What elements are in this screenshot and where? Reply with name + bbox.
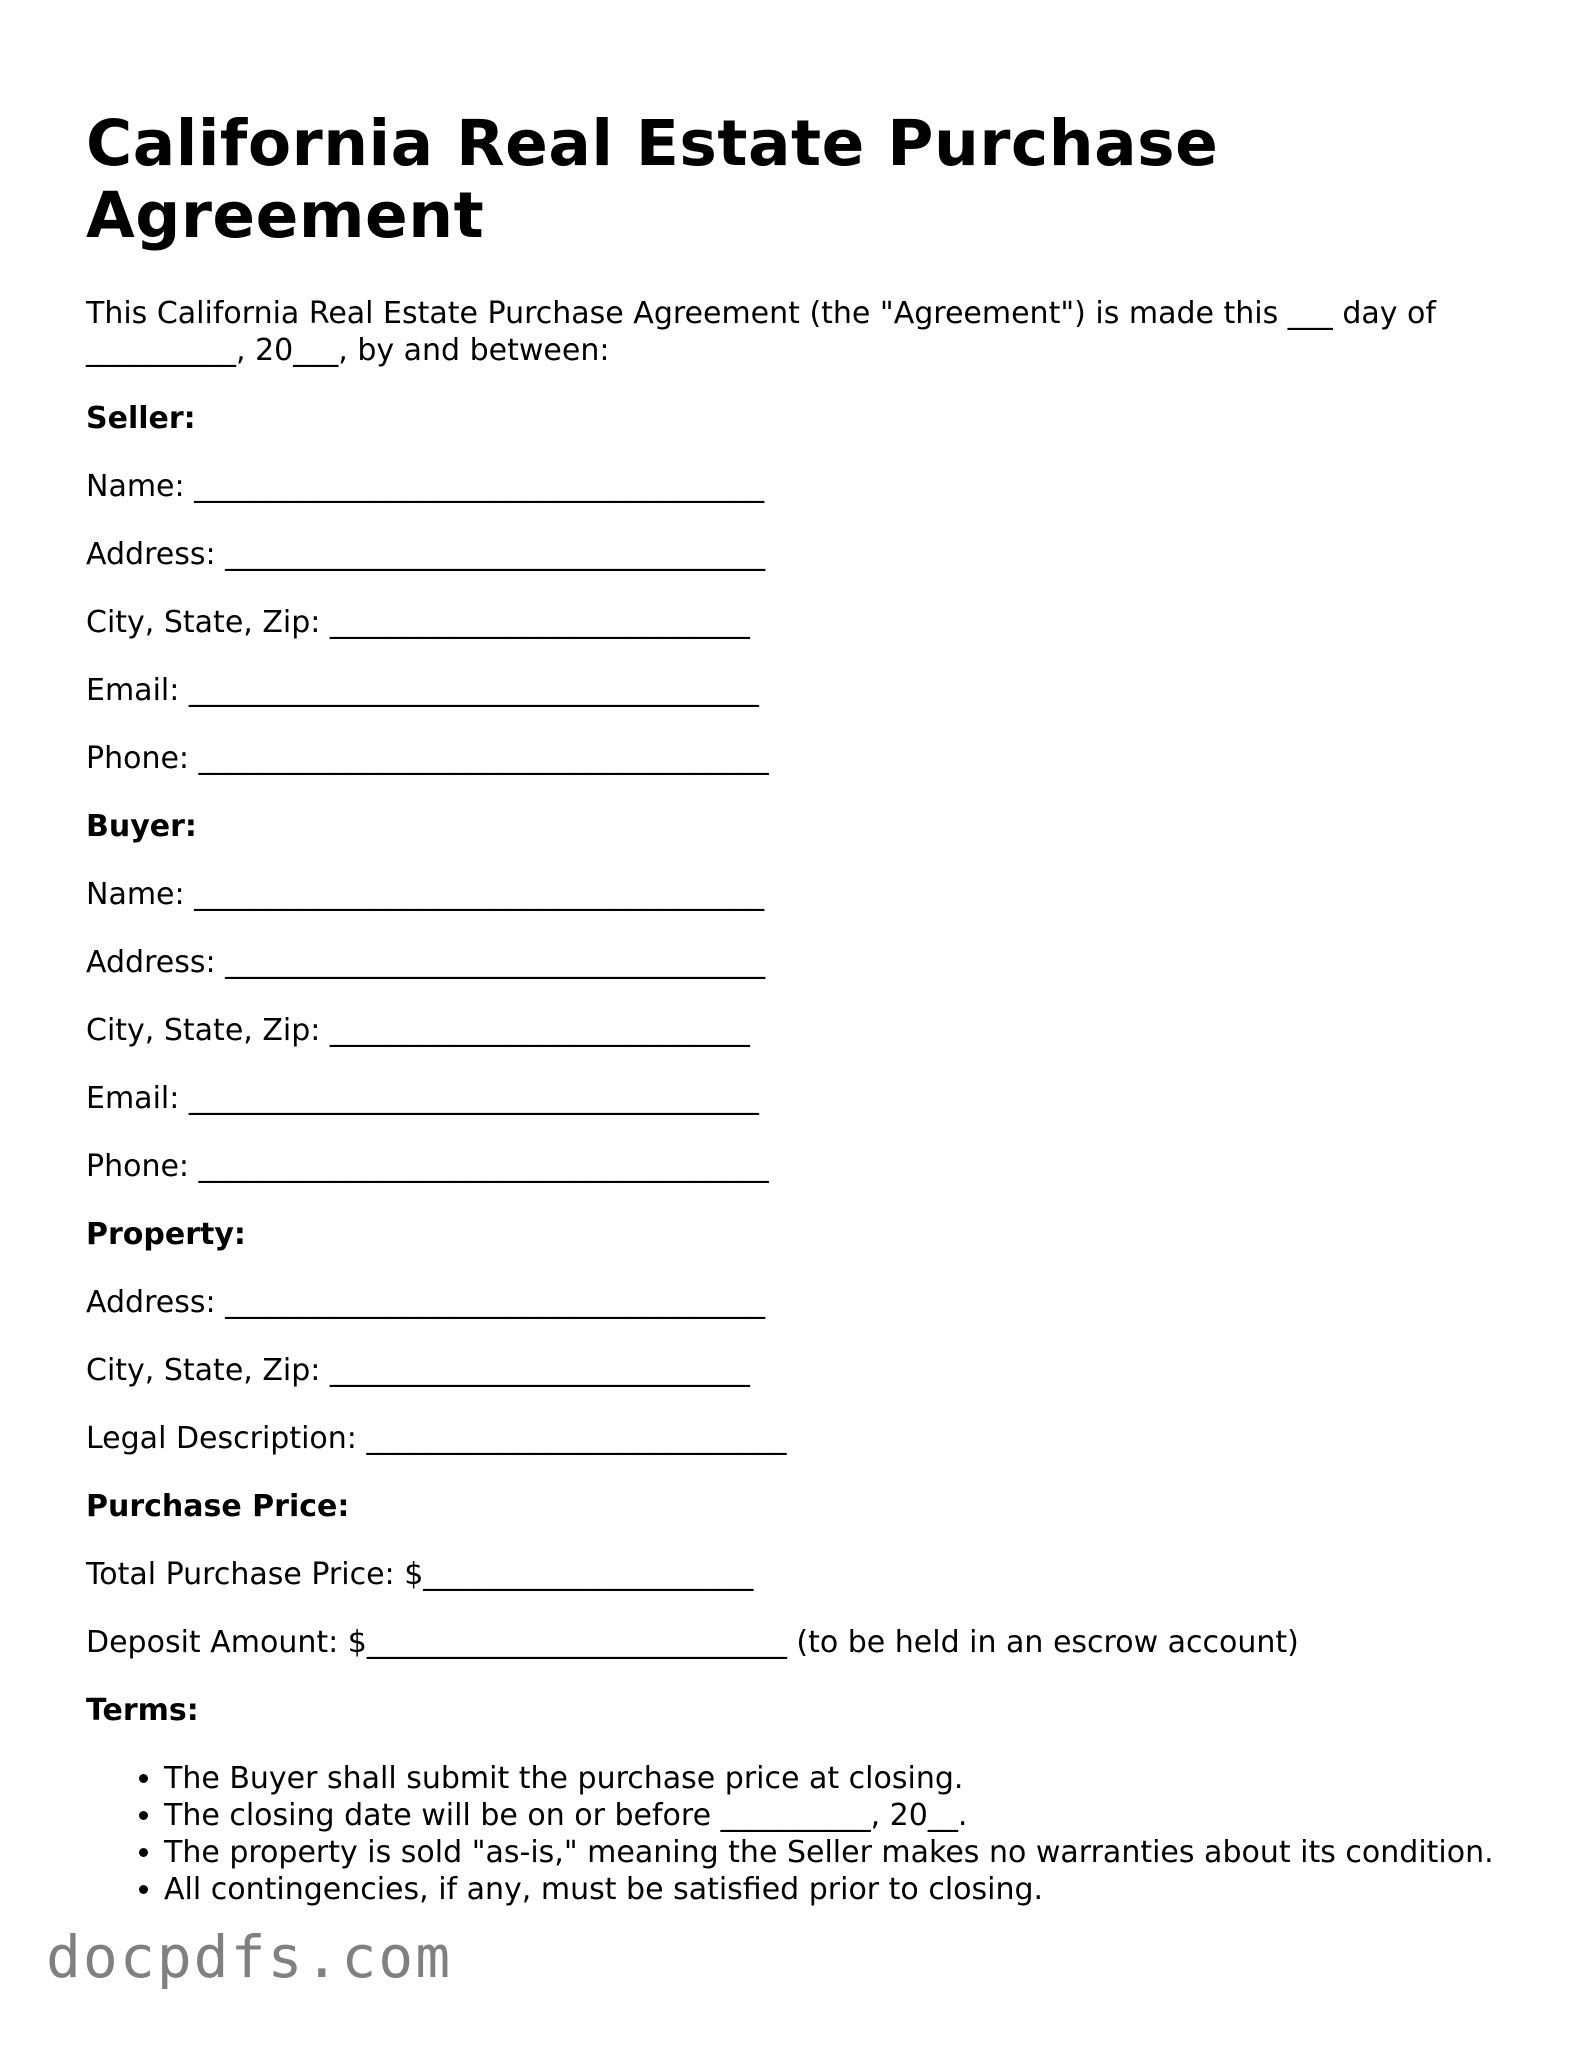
- watermark-logo: docpdfs.com: [46, 1923, 453, 1991]
- buyer-name-field: Name: ______________________________________: [86, 877, 765, 912]
- property-legal-description-field: Legal Description: ____________________________: [86, 1421, 787, 1456]
- intro-paragraph: This California Real Estate Purchase Agreement (the "Agreement") is made this ___ day of __________, 20___, by and between:: [86, 296, 1436, 368]
- seller-city-state-zip-field: City, State, Zip: ____________________________: [86, 605, 750, 640]
- seller-address-field: Address: ____________________________________: [86, 537, 766, 572]
- buyer-heading: Buyer:: [86, 809, 197, 844]
- seller-section: [86, 400, 1506, 777]
- list-item: • All contingencies, if any, must be satisfied prior to closing.: [164, 1871, 1506, 1908]
- buyer-address-field: Address: ____________________________________: [86, 945, 766, 980]
- buyer-city-state-zip-field: City, State, Zip: ____________________________: [86, 1013, 750, 1048]
- buyer-section: [86, 808, 1506, 1185]
- list-item: • The property is sold "as-is," meaning the Seller makes no warranties about its condition.: [164, 1834, 1506, 1871]
- seller-phone-field: Phone: ______________________________________: [86, 741, 769, 776]
- buyer-email-field: Email: ______________________________________: [86, 1081, 759, 1116]
- purchase-price-section: [86, 1488, 1506, 1661]
- list-item: • The Buyer shall submit the purchase price at closing.: [164, 1760, 1506, 1797]
- list-item: • The closing date will be on or before __________, 20__.: [164, 1797, 1506, 1834]
- total-purchase-price-field: Total Purchase Price: $______________________: [86, 1557, 754, 1592]
- terms-list: [86, 1760, 1506, 1908]
- agreement-document: [86, 108, 1506, 1908]
- purchase-price-heading: Purchase Price:: [86, 1489, 350, 1524]
- document-title: California Real Estate Purchase Agreement: [86, 107, 1219, 252]
- property-city-state-zip-field: City, State, Zip: ____________________________: [86, 1353, 750, 1388]
- seller-name-field: Name: ______________________________________: [86, 469, 765, 504]
- terms-section: [86, 1692, 1506, 1908]
- seller-email-field: Email: ______________________________________: [86, 673, 759, 708]
- property-section: [86, 1216, 1506, 1457]
- buyer-phone-field: Phone: ______________________________________: [86, 1149, 769, 1184]
- property-heading: Property:: [86, 1217, 246, 1252]
- property-address-field: Address: ____________________________________: [86, 1285, 766, 1320]
- terms-heading: Terms:: [86, 1693, 199, 1728]
- deposit-amount-field: Deposit Amount: $____________________________ (to be held in an escrow account): [86, 1625, 1299, 1660]
- seller-heading: Seller:: [86, 401, 196, 436]
